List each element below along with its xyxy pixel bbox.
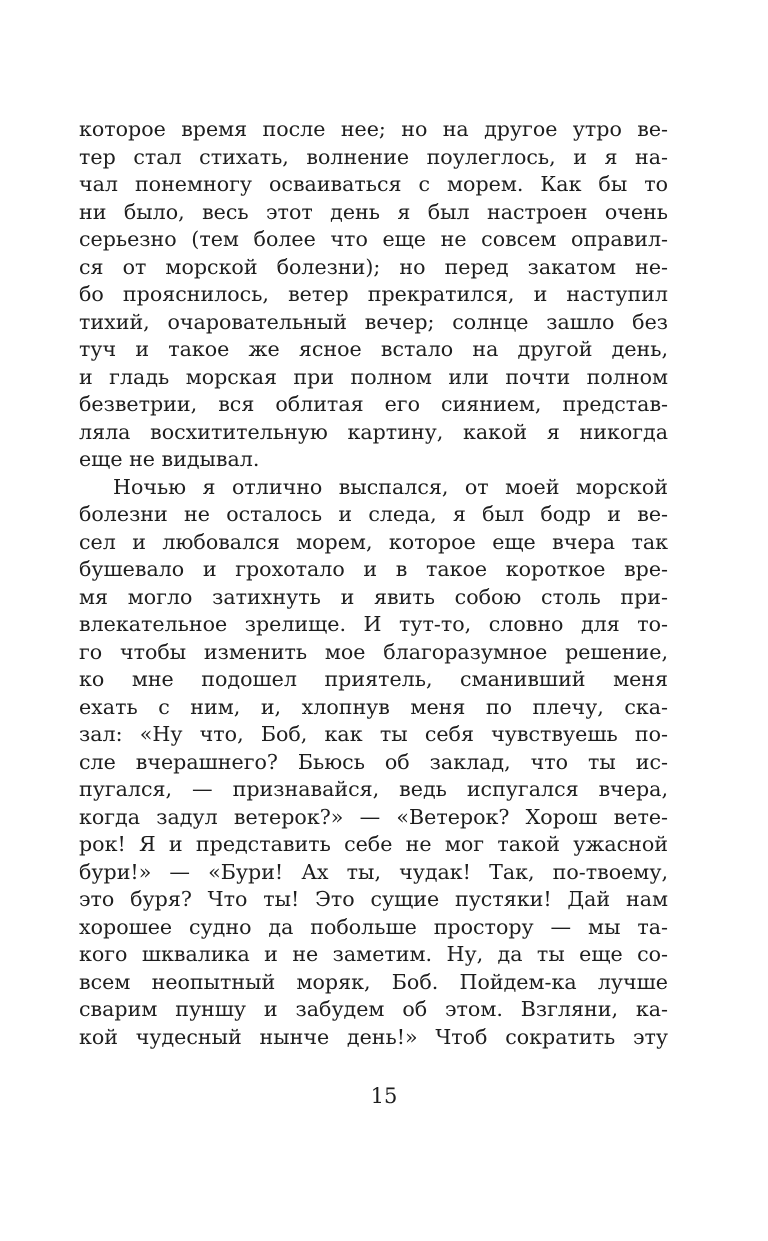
- text-line: ся от морской болезни); но перед закатом не-: [79, 254, 668, 279]
- page-body-text: [79, 116, 668, 1051]
- text-line: это буря? Что ты! Это сущие пустяки! Дай нам: [79, 887, 668, 911]
- text-line: ехать с ним, и, хлопнув меня по плечу, ска-: [79, 694, 668, 719]
- text-line: бушевало и грохотало и в такое короткое вре-: [79, 557, 668, 581]
- text-line: сварим пуншу и забудем об этом. Взгляни, ка-: [79, 997, 668, 1021]
- paragraph-2: [79, 474, 668, 1052]
- text-line: сел и любовался морем, которое еще вчера так: [79, 529, 668, 554]
- text-line: серьезно (тем более что еще не совсем оправил-: [79, 227, 668, 251]
- text-line: когда задул ветерок?» — «Ветерок? Хорош вете-: [79, 804, 668, 829]
- text-line: тихий, очаровательный вечер; солнце зашло без: [79, 309, 668, 334]
- text-line: ни было, весь этот день я был настроен очень: [79, 199, 668, 224]
- text-line: пугался, — признавайся, ведь испугался вчера,: [79, 777, 668, 801]
- text-line: которое время после нее; но на другое утро ве-: [79, 117, 668, 141]
- text-line: болезни не осталось и следа, я был бодр и ве-: [79, 502, 668, 526]
- text-line: хорошее судно да побольше простору — мы та-: [79, 914, 668, 939]
- text-line: ляла восхитительную картину, какой я никогда: [79, 419, 668, 444]
- text-line: туч и такое же ясное встало на другой день,: [79, 337, 668, 361]
- text-line: и гладь морская при полном или почти полном: [79, 364, 668, 389]
- text-line: рок! Я и представить себе не мог такой ужасной: [79, 832, 668, 856]
- text-line: зал: «Ну что, Боб, как ты себя чувствуешь по-: [79, 722, 668, 746]
- text-line: кого шквалика и не заметим. Ну, да ты еще со-: [79, 942, 668, 966]
- text-line: кой чудесный нынче день!» Чтоб сократить эту: [79, 1024, 668, 1049]
- text-line: чал понемногу осваиваться с морем. Как бы то: [79, 172, 668, 196]
- text-line: тер стал стихать, волнение поулеглось, и я на-: [79, 144, 668, 169]
- text-line: бо прояснилось, ветер прекратился, и наступил: [79, 282, 668, 306]
- text-line: влекательное зрелище. И тут-то, словно для то-: [79, 612, 668, 636]
- text-line: Ночью я отлично выспался, от моей морской: [113, 474, 668, 499]
- page-number: 15: [370, 1084, 398, 1108]
- paragraph-1: [79, 116, 668, 474]
- text-line: безветрии, вся облитая его сиянием, представ-: [79, 392, 668, 416]
- text-line: мя могло затихнуть и явить собою столь при-: [79, 584, 668, 609]
- text-line: всем неопытный моряк, Боб. Пойдем-ка лучше: [79, 969, 668, 994]
- text-line: бури!» — «Бури! Ах ты, чудак! Так, по-твоему,: [79, 859, 668, 884]
- text-line: еще не видывал.: [79, 447, 260, 471]
- text-line: го чтобы изменить мое благоразумное решение,: [79, 639, 668, 664]
- text-line: сле вчерашнего? Бьюсь об заклад, что ты ис-: [79, 749, 668, 774]
- text-line: ко мне подошел приятель, сманивший меня: [79, 667, 668, 691]
